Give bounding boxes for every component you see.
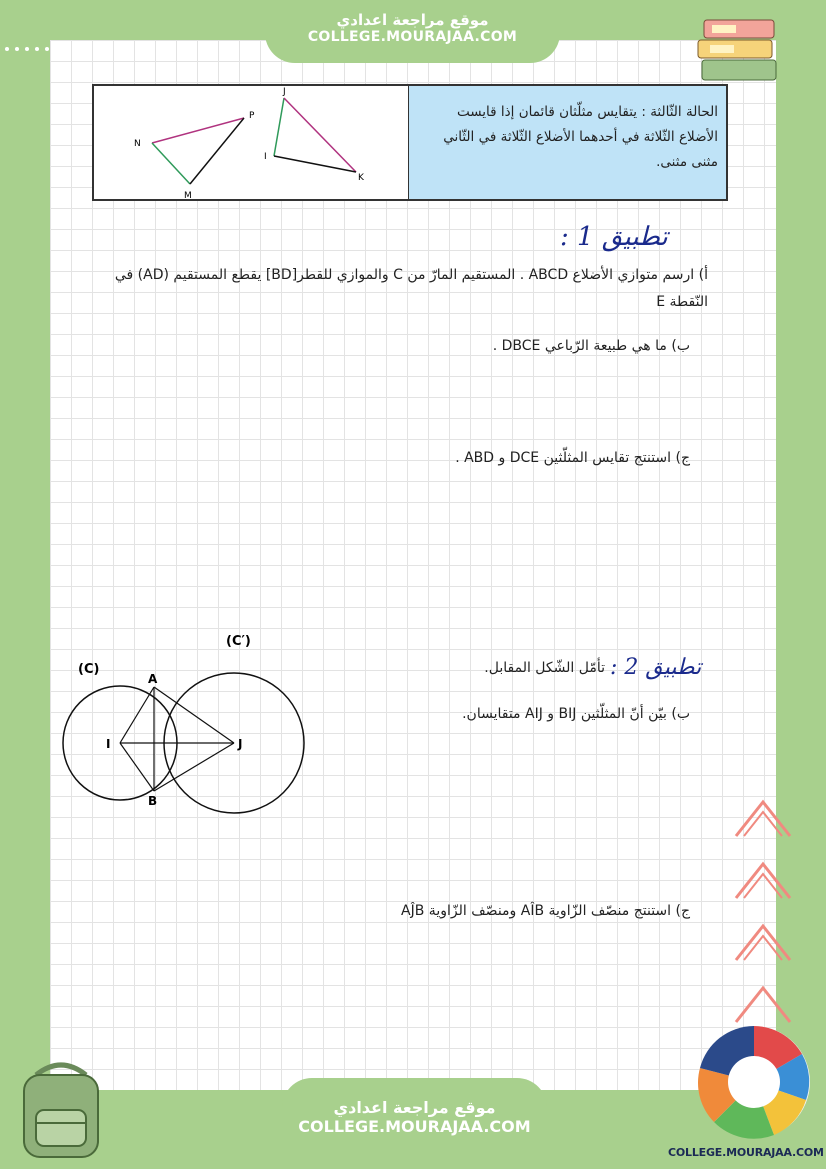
label-circle-c: (C) (78, 662, 100, 677)
app2-question-a: تأمّل الشّكل المقابل. (484, 660, 605, 676)
app1-question-c: ج) استنتج تقايس المثلّثين DCE و ABD . (455, 450, 690, 466)
triangles-figure (94, 86, 408, 199)
segment-ji (274, 98, 284, 156)
segment-mp (190, 118, 244, 184)
label-j: J (238, 737, 243, 751)
app2-question-b: ب) بيّن أنّ المثلّثين BIJ و AIJ متقايسان. (462, 706, 690, 722)
segment-nm (152, 143, 190, 184)
chevrons-decoration (730, 790, 800, 1040)
label-n: N (134, 139, 141, 149)
header-site-arabic: موقع مراجعة اعدادي (336, 11, 489, 29)
label-m: M (184, 191, 192, 199)
header-banner[interactable] (265, 5, 560, 63)
label-p: P (249, 111, 255, 121)
backpack-icon (6, 1055, 116, 1165)
footer-site-arabic: موقع مراجعة اعدادي (333, 1098, 496, 1117)
app2-question-c: ج) استنتج منصّف الزّاوية AÎB ومنصّف الزّاوية AĴB (401, 903, 690, 919)
case3-table (92, 84, 728, 201)
segment-jk (284, 98, 356, 172)
app1-title: تطبيق 1 : (560, 222, 668, 252)
footer-site-url[interactable]: COLLEGE.MOURAJAA.COM (298, 1117, 531, 1136)
label-i: I (264, 152, 267, 162)
segment-ja (154, 687, 234, 743)
app1-question-b: ب) ما هي طبيعة الرّباعي DBCE . (492, 338, 690, 354)
case3-figure (94, 86, 409, 199)
circles-figure (58, 625, 318, 825)
label-circle-c-prime: (C′) (226, 634, 251, 649)
segment-ib (120, 743, 154, 791)
label-k: K (358, 173, 364, 183)
footer-banner[interactable] (282, 1078, 547, 1158)
label-i: I (106, 737, 111, 751)
app1-question-a: أ) ارسم متوازي الأضلاع ABCD . المستقيم المارّ من C والموازي للقطر[BD] يقطع المستقيم (AD) في النّقطة E (114, 267, 708, 310)
case3-statement: الحالة الثّالثة : يتقايس مثلّثان قائمان إذا قايست الأضلاع الثّلاثة في أحدهما الأضلاع الثّلاثة في الثّاني مثنى مثنى. (409, 86, 726, 199)
label-j: J (283, 87, 286, 97)
label-a: A (148, 672, 158, 686)
header-site-url[interactable]: COLLEGE.MOURAJAA.COM (307, 29, 518, 45)
segment-jb (154, 743, 234, 791)
app2-title: تطبيق 2 : (610, 655, 702, 680)
books-icon (690, 12, 790, 92)
label-b: B (148, 794, 158, 808)
segment-np (152, 118, 244, 143)
segment-ia (120, 687, 154, 743)
site-logo-icon (694, 1022, 814, 1142)
logo-site-url[interactable]: COLLEGE.MOURAJAA.COM (668, 1146, 824, 1159)
